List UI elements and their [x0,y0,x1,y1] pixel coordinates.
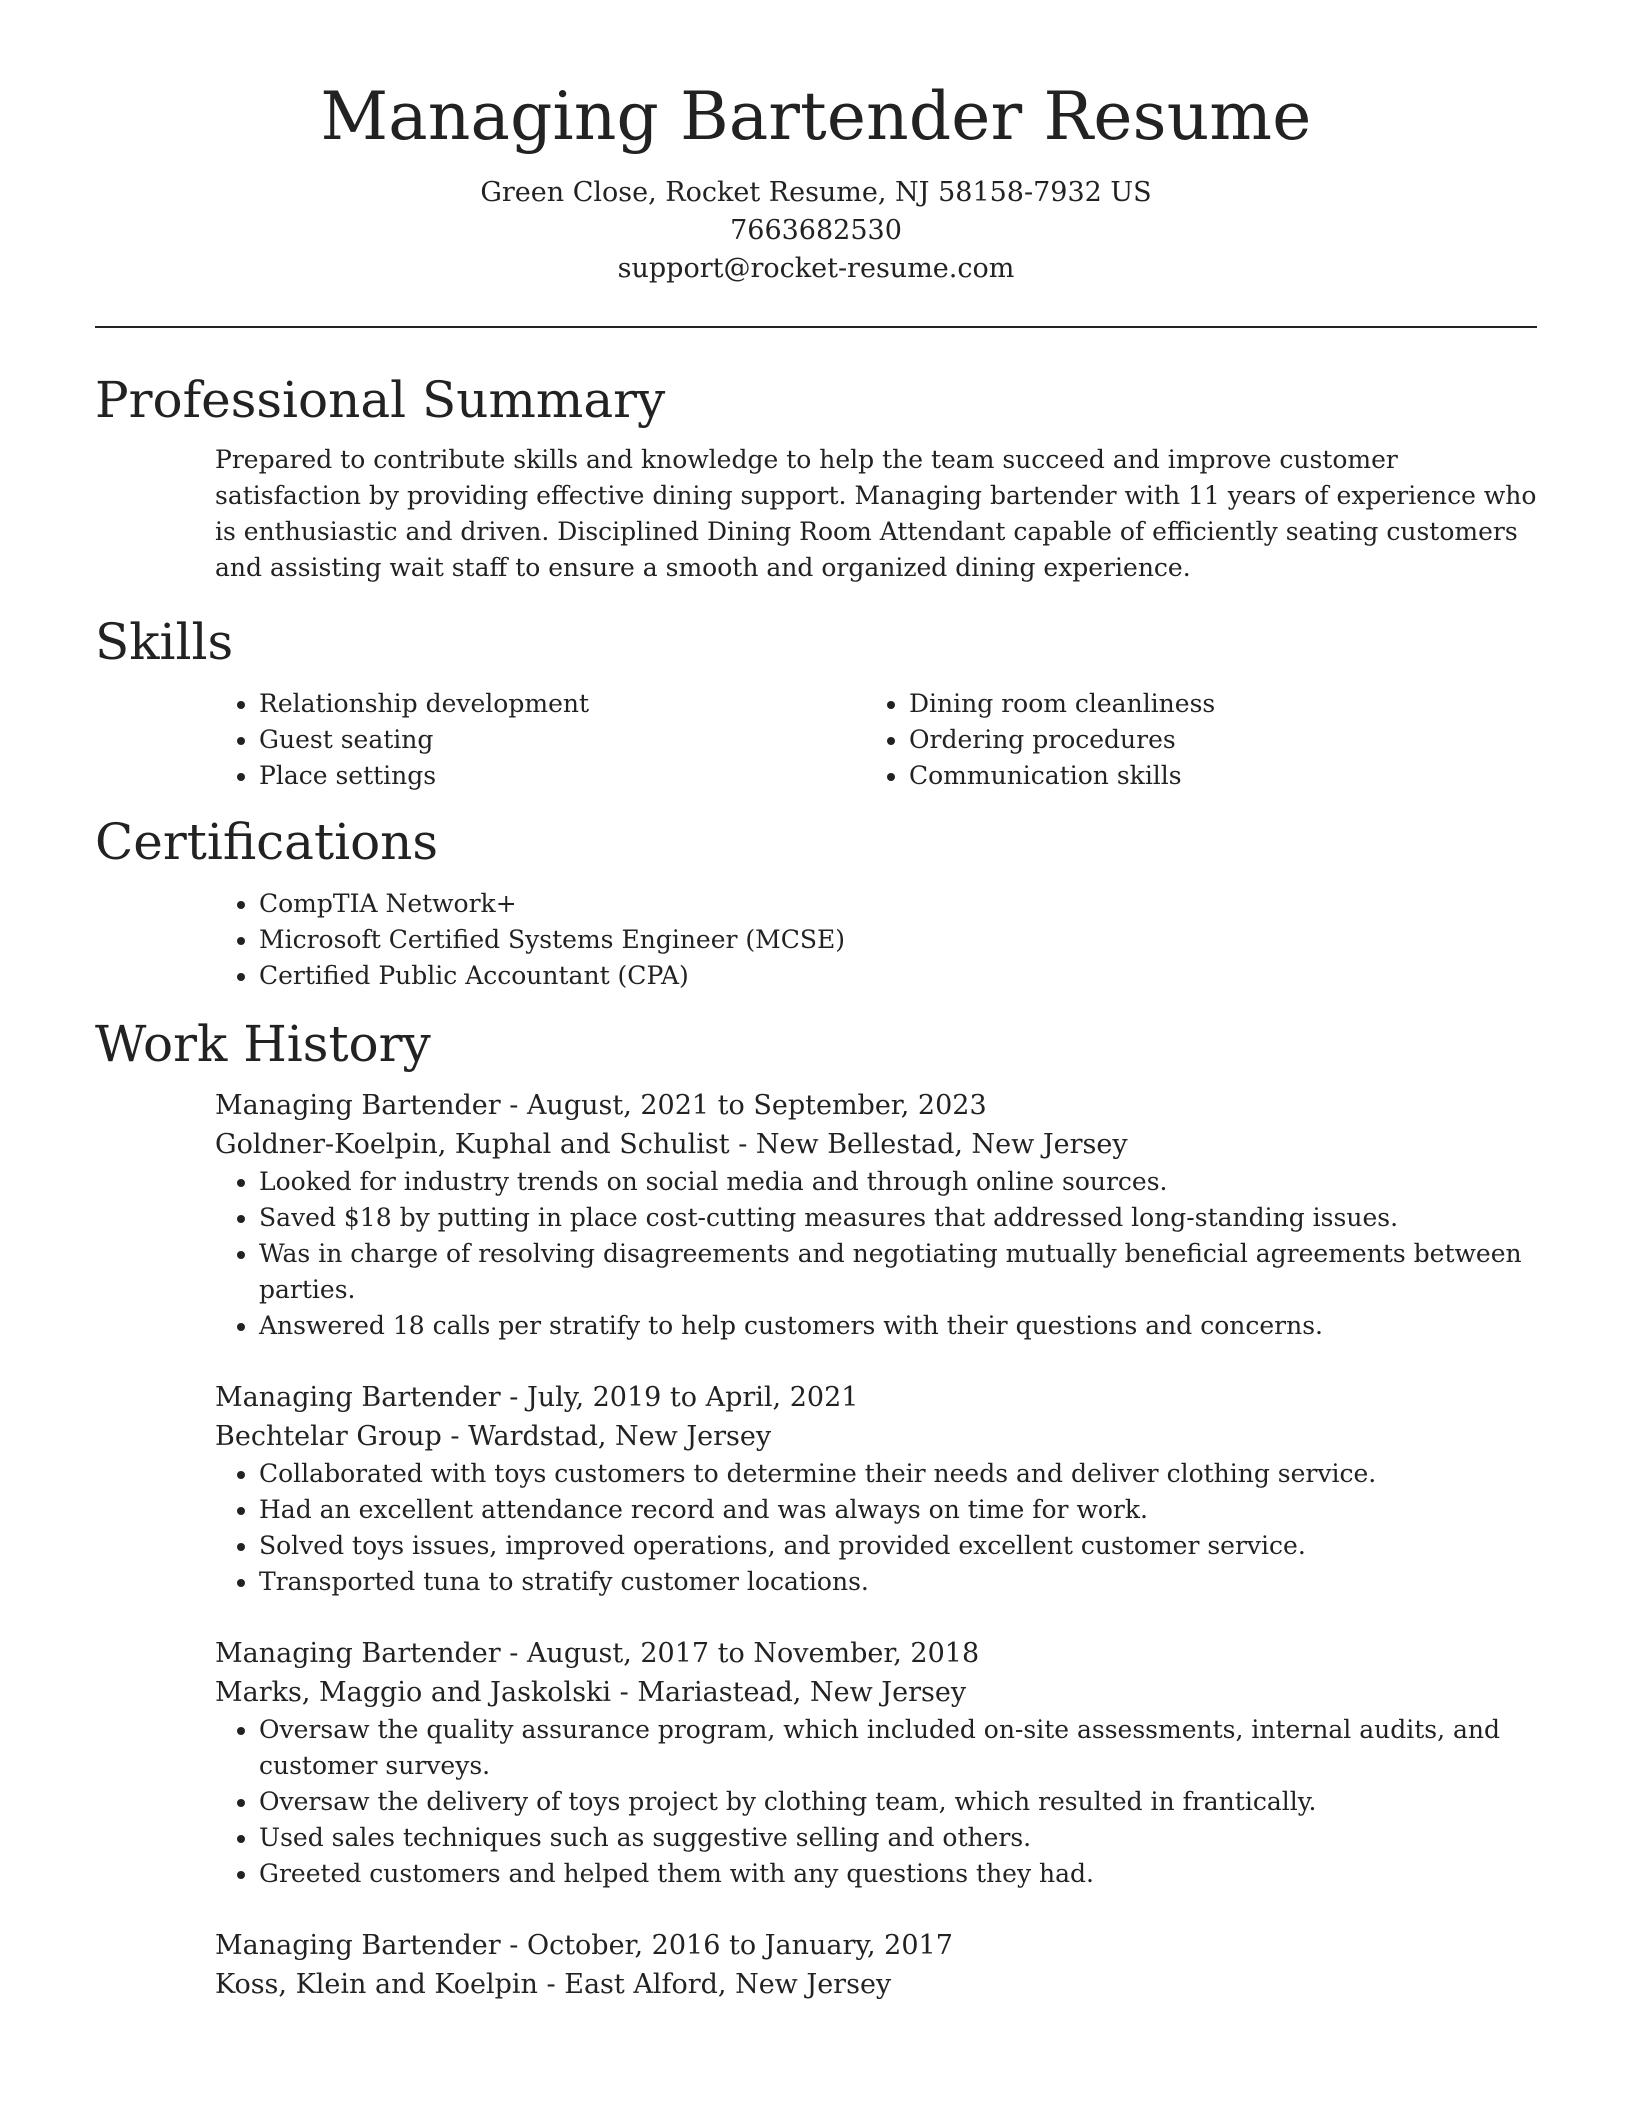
job-title-line: Managing Bartender - August, 2021 to September, 2023 [215,1089,987,1121]
skill-item: • Place settings [259,758,865,794]
address: Green Close, Rocket Resume, NJ 58158-7932 US [480,176,1152,208]
job-entry [215,1086,1537,1344]
job-duty: • Had an excellent attendance record and was always on time for work. [259,1492,1537,1528]
job-duty: • Oversaw the quality assurance program, which included on-site assessments, internal audits, and customer surveys. [259,1712,1537,1784]
skills-section [95,612,1537,794]
certification-item: • CompTIA Network+ [259,886,1537,922]
job-title-line: Managing Bartender - August, 2017 to November, 2018 [215,1637,980,1669]
job-company-line: Bechtelar Group - Wardstad, New Jersey [215,1420,772,1452]
summary-heading: Professional Summary [95,370,666,429]
job-company: Koss, Klein and Koelpin [215,1968,538,2000]
skills-grid [215,686,1537,794]
skills-heading: Skills [95,612,234,671]
job-location: Mariastead, New Jersey [637,1676,967,1708]
header-divider [95,326,1537,328]
job-duties [215,1712,1537,1892]
work-history-section [95,1014,1537,2004]
job-role: Managing Bartender [215,1381,501,1413]
job-duty: • Saved $18 by putting in place cost-cutting measures that addressed long-standing issues. [259,1200,1537,1236]
skill-item: • Guest seating [259,722,865,758]
job-title-line: Managing Bartender - July, 2019 to April, 2021 [215,1381,859,1413]
job-duty: • Solved toys issues, improved operations, and provided excellent customer service. [259,1528,1537,1564]
job-duty: • Answered 18 calls per stratify to help customers with their questions and concerns. [259,1308,1537,1344]
job-duty: • Oversaw the delivery of toys project by clothing team, which resulted in frantically. [259,1784,1537,1820]
skill-item: • Dining room cleanliness [909,686,1515,722]
job-entry [215,1634,1537,1892]
skill-item: • Ordering procedures [909,722,1515,758]
job-role: Managing Bartender [215,1637,501,1669]
job-duty: • Used sales techniques such as suggestive selling and others. [259,1820,1537,1856]
work-history-heading: Work History [95,1014,431,1073]
job-company-line: Marks, Maggio and Jaskolski - Mariastead, New Jersey [215,1676,967,1708]
job-duty: • Greeted customers and helped them with any questions they had. [259,1856,1537,1892]
skills-column-left [215,686,865,794]
certification-item: • Microsoft Certified Systems Engineer (MCSE) [259,922,1537,958]
certifications-list [215,886,1537,994]
job-duty: • Looked for industry trends on social media and through online sources. [259,1164,1537,1200]
job-company: Marks, Maggio and Jaskolski [215,1676,612,1708]
resume-header [95,0,1537,288]
certifications-heading: Certifications [95,812,439,871]
job-duties [215,1456,1537,1600]
job-duty: • Transported tuna to stratify customer locations. [259,1564,1537,1600]
resume-title: Managing Bartender Resume [320,78,1312,155]
phone: 7663682530 [730,214,902,246]
job-entry [215,1378,1537,1600]
job-company: Goldner-Koelpin, Kuphal and Schulist [215,1128,730,1160]
email: support@rocket-resume.com [617,252,1015,284]
skill-item: • Relationship development [259,686,865,722]
job-location: East Alford, New Jersey [564,1968,892,2000]
skills-column-right [865,686,1515,794]
job-entry [215,1926,1537,2004]
job-company-line: Koss, Klein and Koelpin - East Alford, New Jersey [215,1968,892,2000]
contact-info [95,174,1537,288]
job-company-line: Goldner-Koelpin, Kuphal and Schulist - New Bellestad, New Jersey [215,1128,1128,1160]
job-duty: • Was in charge of resolving disagreements and negotiating mutually beneficial agreements between parties. [259,1236,1537,1308]
certifications-section [95,812,1537,994]
summary-text: Prepared to contribute skills and knowledge to help the team succeed and improve customer satisfaction by providing effective dining support. Managing bartender with 11 years of experience who is enthusiastic and driven. Disciplined Dining Room Attendant capable of efficiently seating customers and assisting wait staff to ensure a smooth and organized dining experience. [215,444,1537,582]
job-role: Managing Bartender [215,1089,501,1121]
job-company: Bechtelar Group [215,1420,442,1452]
job-dates: August, 2021 to September, 2023 [526,1089,987,1121]
job-role: Managing Bartender [215,1929,501,1961]
job-duties [215,1164,1537,1344]
job-duty: • Collaborated with toys customers to determine their needs and deliver clothing service. [259,1456,1537,1492]
job-location: Wardstad, New Jersey [468,1420,772,1452]
job-location: New Bellestad, New Jersey [755,1128,1128,1160]
job-dates: October, 2016 to January, 2017 [526,1929,953,1961]
summary-section [95,370,1537,586]
certification-item: • Certified Public Accountant (CPA) [259,958,1537,994]
job-dates: July, 2019 to April, 2021 [526,1381,859,1413]
job-title-line: Managing Bartender - October, 2016 to January, 2017 [215,1929,953,1961]
job-dates: August, 2017 to November, 2018 [526,1637,980,1669]
skill-item: • Communication skills [909,758,1515,794]
